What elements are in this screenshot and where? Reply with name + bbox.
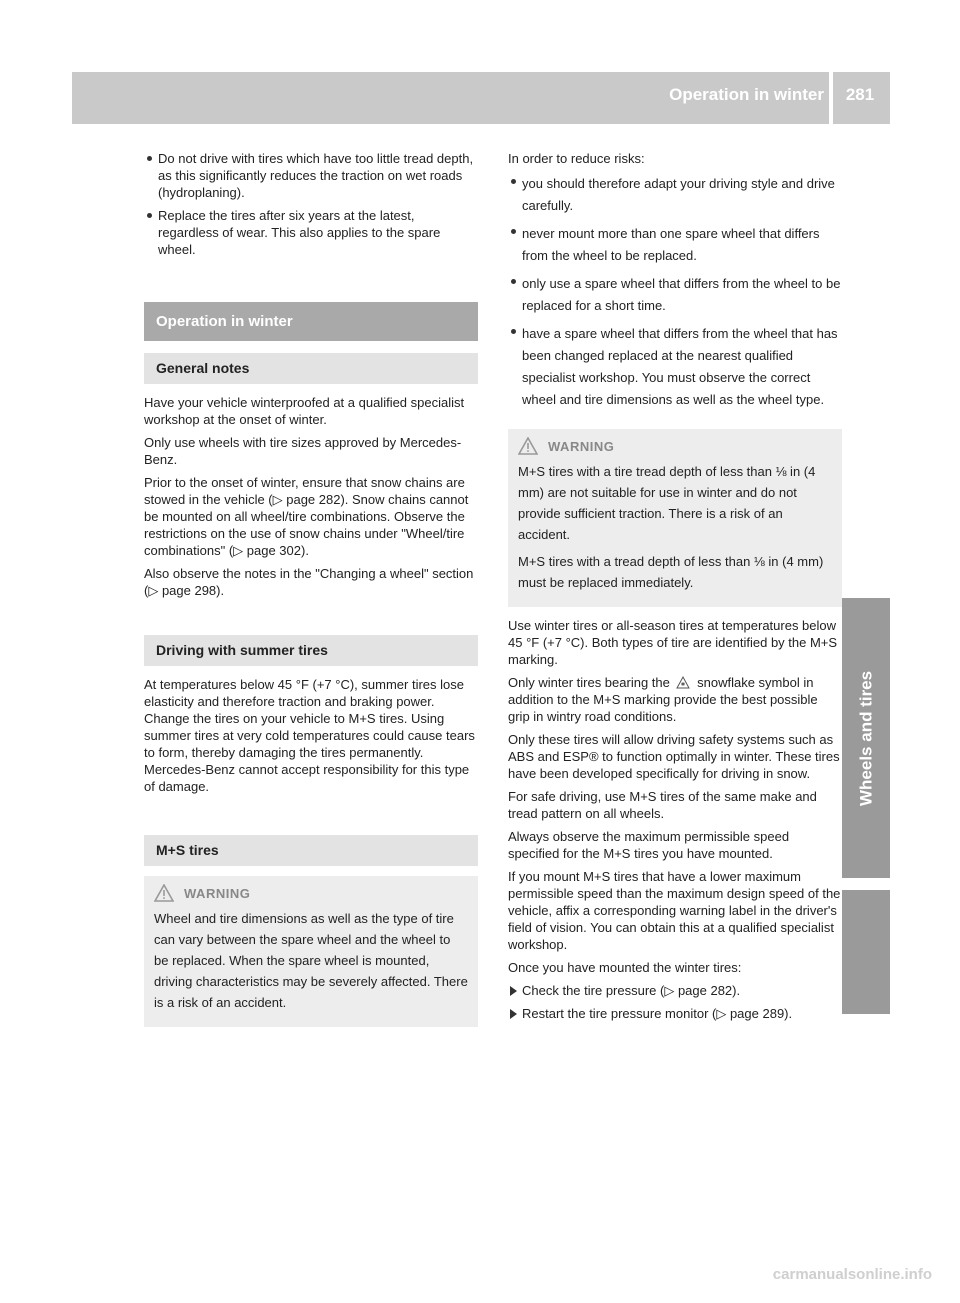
paragraph: In order to reduce risks: bbox=[508, 151, 645, 166]
warning-label: WARNING bbox=[548, 438, 615, 454]
warning-triangle-icon bbox=[518, 437, 538, 455]
list-item: Do not drive with tires which have too little tread depth, as this significantly reduces the traction on wet roads (hydroplaning). bbox=[144, 150, 478, 201]
paragraph: Only use wheels with tire sizes approved by Mercedes-Benz. bbox=[144, 435, 462, 467]
watermark: carmanualsonline.info bbox=[772, 1266, 932, 1283]
warning-box bbox=[508, 429, 842, 607]
paragraph: Only these tires will allow driving safety systems such as ABS and ESP® to function optimally in winter. These tires have been developed specifically for driving in snow. bbox=[508, 732, 840, 781]
paragraph: Always observe the maximum permissible speed specified for the M+S tires you have mounted. bbox=[508, 829, 790, 861]
warning-triangle-icon bbox=[154, 884, 174, 902]
instruction-step bbox=[508, 982, 842, 999]
side-tab bbox=[842, 598, 890, 878]
page-title: Operation in winter bbox=[669, 85, 824, 104]
snowflake-mountain-icon bbox=[676, 675, 690, 689]
warning-text: Wheel and tire dimensions as well as the type of tire can vary between the spare wheel and the wheel to be replaced. When the spare wheel is mounted, driving characteristics may be severely affected. There is a risk of an accident. bbox=[154, 911, 468, 1010]
paragraph: Once you have mounted the winter tires: bbox=[508, 960, 742, 975]
subsection-title-ms-tires: M+S tires bbox=[144, 835, 478, 866]
warning-box bbox=[144, 876, 478, 1027]
warning-text: M+S tires with a tread depth of less than ⅛ in (4 mm) must be replaced immediately. bbox=[518, 554, 824, 590]
paragraph: At temperatures below 45 °F (+7 °C), summer tires lose elasticity and therefore traction and braking power. Change the tires on your vehicle to M+S tires. Using summer tires at very cold temperatures could cause tears to form, thereby damaging the tires permanently. Mercedes-Benz cannot accept responsibility for this type of damage. bbox=[144, 677, 475, 794]
subsection-title-summer-tires: Driving with summer tires bbox=[144, 635, 478, 666]
step-text: Check the tire pressure (▷ page 282). bbox=[522, 983, 741, 998]
side-block bbox=[842, 890, 890, 1014]
paragraph: Also observe the notes in the "Changing a wheel" section (▷ page 298). bbox=[144, 566, 474, 598]
paragraph-text: snowflake symbol in addition to the M+S marking provide the best possible grip in wintry road conditions. bbox=[508, 675, 818, 724]
side-tab-label: Wheels and tires bbox=[856, 670, 876, 806]
header-divider bbox=[829, 72, 833, 124]
left-column bbox=[144, 150, 478, 1037]
paragraph: If you mount M+S tires that have a lower maximum permissible speed than the maximum design speed of the vehicle, affix a corresponding warning label in the driver's field of vision. You can obtain this at a qualified specialist workshop. bbox=[508, 869, 841, 952]
list-item: never mount more than one spare wheel that differs from the wheel to be replaced. bbox=[508, 223, 842, 267]
instruction-step bbox=[508, 1005, 842, 1022]
arrow-right-icon bbox=[510, 986, 517, 996]
paragraph: For safe driving, use M+S tires of the same make and tread pattern on all wheels. bbox=[508, 789, 817, 821]
section-title-operation-in-winter: Operation in winter bbox=[144, 302, 478, 341]
list-item: you should therefore adapt your driving style and drive carefully. bbox=[508, 173, 842, 217]
paragraph: Prior to the onset of winter, ensure that snow chains are stowed in the vehicle (▷ page 282). Snow chains cannot be mounted on all wheel/tire combinations. Observe the restrictions on the use of snow chains under "Wheel/tire combinations" (▷ page 302). bbox=[144, 475, 469, 558]
warning-header bbox=[518, 437, 832, 455]
subsection-title-general-notes: General notes bbox=[144, 353, 478, 384]
list-item: have a spare wheel that differs from the wheel that has been changed replaced at the nearest qualified specialist workshop. You must observe the correct wheel and tire dimensions as well as the wheel type. bbox=[508, 323, 842, 411]
list-item: Replace the tires after six years at the latest, regardless of wear. This also applies to the spare wheel. bbox=[144, 207, 478, 258]
paragraph: Have your vehicle winterproofed at a qualified specialist workshop at the onset of winter. bbox=[144, 395, 465, 427]
right-column bbox=[508, 150, 842, 1028]
warning-label: WARNING bbox=[184, 885, 251, 901]
paragraph-text: Only winter tires bearing the bbox=[508, 675, 670, 690]
list-item: only use a spare wheel that differs from the wheel to be replaced for a short time. bbox=[508, 273, 842, 317]
paragraph: Use winter tires or all-season tires at temperatures below 45 °F (+7 °C). Both types of tire are identified by the M+S marking. bbox=[508, 618, 838, 667]
arrow-right-icon bbox=[510, 1009, 517, 1019]
step-text: Restart the tire pressure monitor (▷ page 289). bbox=[522, 1006, 793, 1021]
warning-header bbox=[154, 884, 468, 902]
warning-text: M+S tires with a tire tread depth of less than ⅛ in (4 mm) are not suitable for use in winter and do not provide sufficient traction. There is a risk of an accident. bbox=[518, 464, 816, 542]
paragraph bbox=[508, 674, 842, 725]
page-number: 281 bbox=[845, 85, 875, 104]
